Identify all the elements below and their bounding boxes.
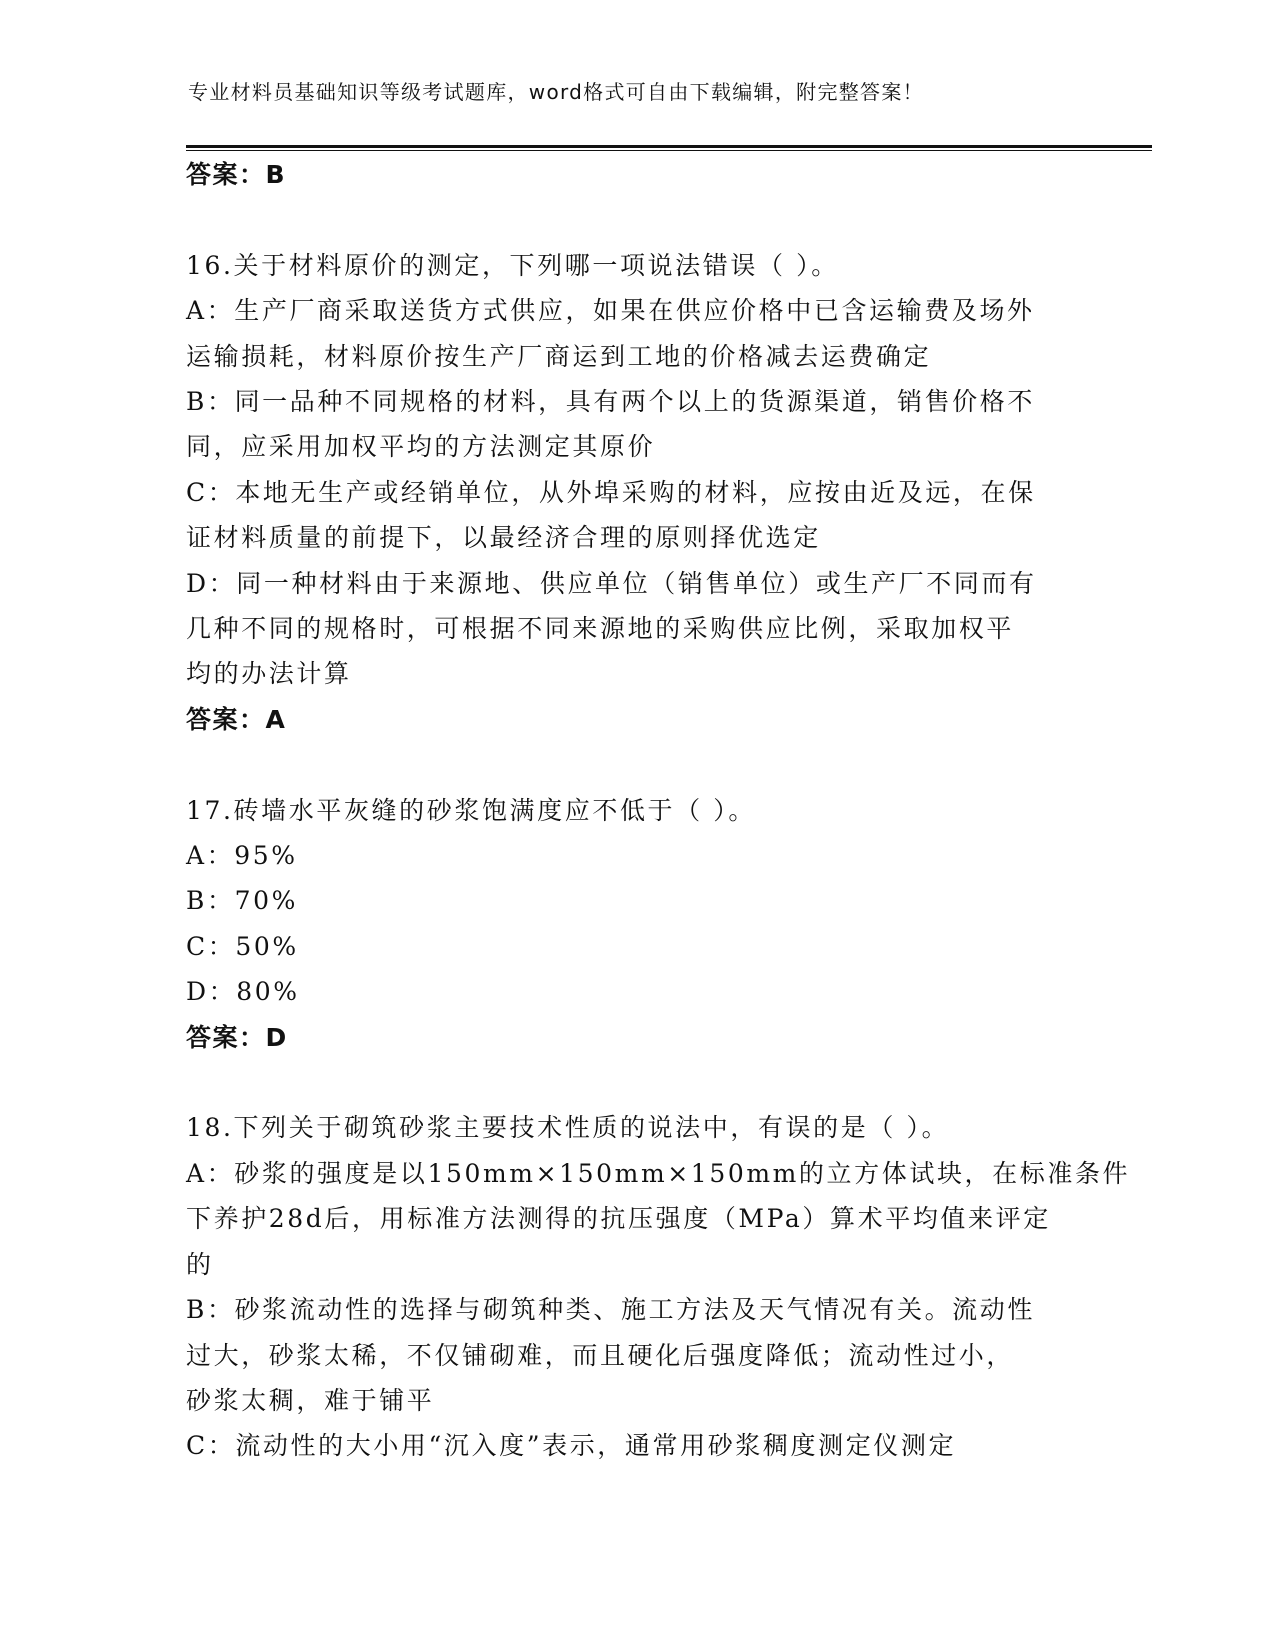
option-d-line-3: 均的办法计算 <box>186 659 352 689</box>
spacer <box>186 197 1086 242</box>
question-content <box>186 152 1131 1469</box>
answer-line: 答案：A <box>186 704 287 734</box>
option-c-line-1: C：流动性的大小用“沉入度”表示，通常用砂浆稠度测定仪测定 <box>186 1431 957 1461</box>
option-b-line-3: 砂浆太稠，难于铺平 <box>186 1385 435 1415</box>
option-b-line-1: B：砂浆流动性的选择与砌筑种类、施工方法及天气情况有关。流动性 <box>186 1295 1035 1325</box>
question-stem: 16.关于材料原价的测定，下列哪一项说法错误（ ）。 <box>186 250 839 280</box>
answer-line: 答案：D <box>186 1022 288 1052</box>
option-d-line-2: 几种不同的规格时，可根据不同来源地的采购供应比例，采取加权平 <box>186 614 1015 644</box>
question-stem: 17.砖墙水平灰缝的砂浆饱满度应不低于（ ）。 <box>186 795 757 825</box>
option-b-line-2: 同，应采用加权平均的方法测定其原价 <box>186 432 656 462</box>
option-b-line-2: 过大，砂浆太稀，不仅铺砌难，而且硬化后强度降低；流动性过小， <box>186 1340 1015 1370</box>
option-a-line-1: A：砂浆的强度是以150mm×150mm×150mm的立方体试块，在标准条件 <box>186 1158 1131 1188</box>
option-c-line-1: C：本地无生产或经销单位，从外埠采购的材料，应按由近及远，在保 <box>186 477 1036 507</box>
option-c-line-2: 证材料质量的前提下，以最经济合理的原则择优选定 <box>186 523 821 553</box>
option-d-line-1: D：80% <box>186 977 300 1007</box>
header-rule-thick <box>186 145 1152 148</box>
option-d-line-1: D：同一种材料由于来源地、供应单位（销售单位）或生产厂不同而有 <box>186 568 1037 598</box>
spacer <box>186 742 1086 787</box>
question-stem: 18.下列关于砌筑砂浆主要技术性质的说法中，有误的是（ ）。 <box>186 1113 950 1143</box>
answer-line: 答案：B <box>186 160 287 189</box>
page-header: 专业材料员基础知识等级考试题库，word格式可自由下载编辑，附完整答案！ <box>188 80 924 104</box>
option-a-line-2: 运输损耗，材料原价按生产厂商运到工地的价格减去运费确定 <box>186 341 932 371</box>
option-c-line-1: C：50% <box>186 931 299 961</box>
spacer <box>186 1060 1086 1105</box>
question-17 <box>186 788 1086 1060</box>
option-a-line-2: 下养护28d后，用标准方法测得的抗压强度（MPa）算术平均值来评定 <box>186 1204 1051 1234</box>
header-rule-thin <box>186 150 1152 151</box>
question-16 <box>186 243 1086 742</box>
option-b-line-1: B：70% <box>186 886 298 916</box>
option-a-line-3: 的 <box>186 1249 214 1279</box>
question-18 <box>186 1105 1131 1468</box>
option-a-line-1: A：95% <box>186 841 298 871</box>
option-b-line-1: B：同一品种不同规格的材料，具有两个以上的货源渠道，销售价格不 <box>186 387 1035 417</box>
option-a-line-1: A：生产厂商采取送货方式供应，如果在供应价格中已含运输费及场外 <box>186 296 1035 326</box>
